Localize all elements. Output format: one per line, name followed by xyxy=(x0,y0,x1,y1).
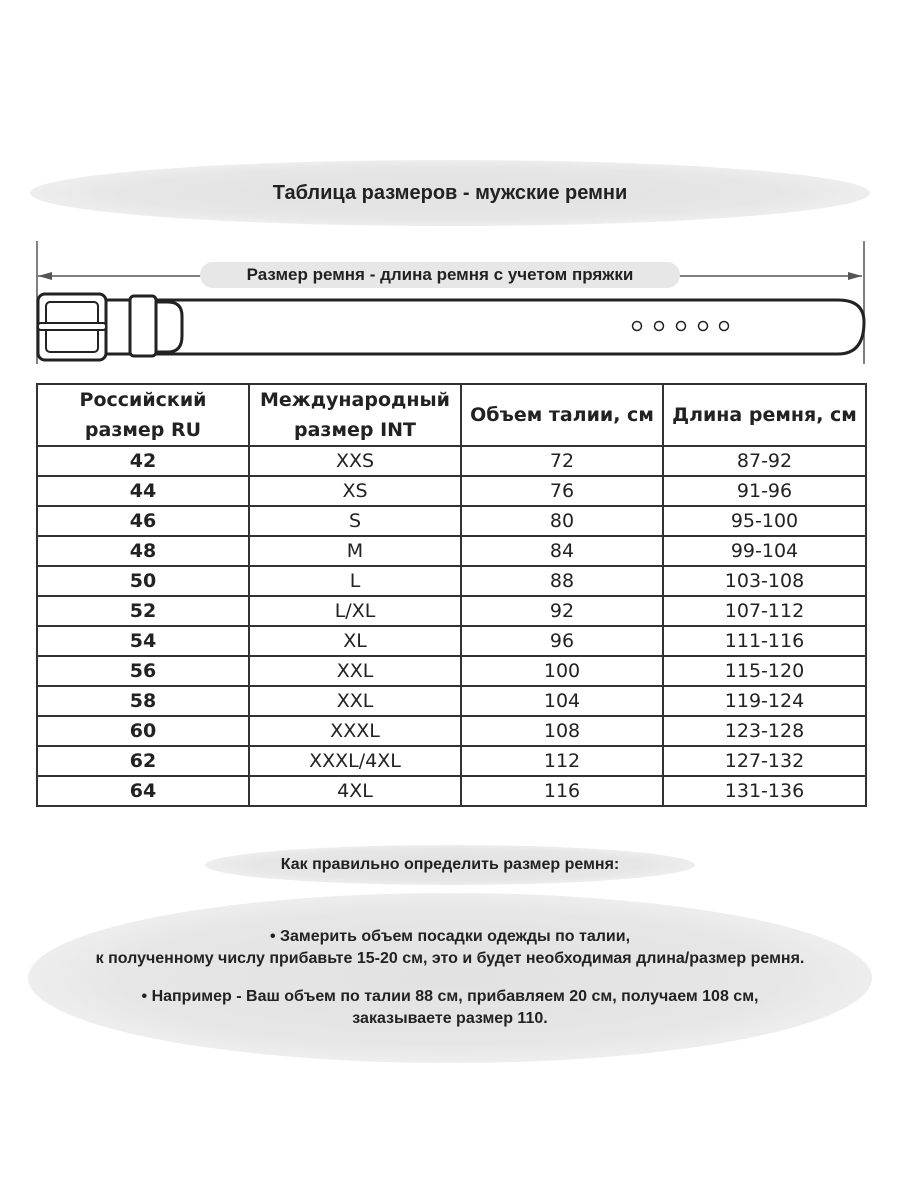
cell-ru-size: 62 xyxy=(37,746,249,776)
cell-ru-size: 44 xyxy=(37,476,249,506)
table-row xyxy=(37,746,866,776)
belt-hole-icon xyxy=(633,322,642,331)
cell-belt-length: 115-120 xyxy=(663,656,866,686)
cell-int-size: M xyxy=(249,536,461,566)
header-belt-length: Длина ремня, см xyxy=(663,384,866,446)
howto-heading: Как правильно определить размер ремня: xyxy=(280,856,620,873)
arrow-right-icon xyxy=(848,272,862,280)
cell-waist: 76 xyxy=(461,476,663,506)
belt-hole-icon xyxy=(699,322,708,331)
table-row xyxy=(37,656,866,686)
cell-waist: 84 xyxy=(461,536,663,566)
cell-belt-length: 119-124 xyxy=(663,686,866,716)
cell-ru-size: 60 xyxy=(37,716,249,746)
tip-measure-line1: • Замерить объем посадки одежды по талии, xyxy=(269,928,631,945)
table-row xyxy=(37,626,866,656)
belt-length-label xyxy=(200,262,680,288)
size-table xyxy=(36,383,867,807)
cell-int-size: S xyxy=(249,506,461,536)
cell-ru-size: 46 xyxy=(37,506,249,536)
table-row xyxy=(37,446,866,476)
tip-example-line1: • Например - Ваш объем по талии 88 см, прибавляем 20 см, получаем 108 см, xyxy=(141,988,759,1005)
cell-belt-length: 123-128 xyxy=(663,716,866,746)
table-row xyxy=(37,776,866,806)
cell-int-size: XXL xyxy=(249,686,461,716)
cell-belt-length: 87-92 xyxy=(663,446,866,476)
cell-ru-size: 48 xyxy=(37,536,249,566)
cell-belt-length: 107-112 xyxy=(663,596,866,626)
tip-measure xyxy=(96,926,805,970)
cell-waist: 100 xyxy=(461,656,663,686)
cell-belt-length: 131-136 xyxy=(663,776,866,806)
tip-measure-line2: к полученному числу прибавьте 15-20 см, это и будет необходимая длина/размер ремня. xyxy=(95,950,805,967)
cell-waist: 116 xyxy=(461,776,663,806)
header-waist: Объем талии, см xyxy=(461,384,663,446)
arrow-left-icon xyxy=(38,272,52,280)
table-header-row xyxy=(37,384,866,446)
header-ru-size: Российский размер RU xyxy=(37,384,249,446)
cell-waist: 108 xyxy=(461,716,663,746)
table-row xyxy=(37,476,866,506)
cell-ru-size: 50 xyxy=(37,566,249,596)
cell-int-size: XXXL/4XL xyxy=(249,746,461,776)
belt-strap xyxy=(100,300,864,354)
howto-banner xyxy=(205,845,695,885)
title-banner xyxy=(30,160,870,226)
table-row xyxy=(37,566,866,596)
table-row xyxy=(37,596,866,626)
header-int-size: Международный размер INT xyxy=(249,384,461,446)
cell-int-size: XXS xyxy=(249,446,461,476)
cell-waist: 72 xyxy=(461,446,663,476)
table-row xyxy=(37,716,866,746)
table-row xyxy=(37,536,866,566)
cell-int-size: L xyxy=(249,566,461,596)
cell-ru-size: 64 xyxy=(37,776,249,806)
cell-ru-size: 58 xyxy=(37,686,249,716)
page-title: Таблица размеров - мужские ремни xyxy=(272,181,628,204)
belt-hole-icon xyxy=(655,322,664,331)
cell-waist: 112 xyxy=(461,746,663,776)
cell-belt-length: 111-116 xyxy=(663,626,866,656)
cell-int-size: XXL xyxy=(249,656,461,686)
belt-hole-icon xyxy=(677,322,686,331)
belt-length-text: Размер ремня - длина ремня с учетом пряжки xyxy=(246,265,634,284)
cell-belt-length: 99-104 xyxy=(663,536,866,566)
cell-int-size: XS xyxy=(249,476,461,506)
cell-waist: 104 xyxy=(461,686,663,716)
cell-int-size: XXXL xyxy=(249,716,461,746)
cell-int-size: 4XL xyxy=(249,776,461,806)
cell-belt-length: 103-108 xyxy=(663,566,866,596)
belt-hole-icon xyxy=(720,322,729,331)
tip-example-line2: заказываете размер 110. xyxy=(352,1010,548,1027)
buckle-prong xyxy=(38,323,106,330)
belt-end-tab xyxy=(156,302,182,352)
cell-ru-size: 42 xyxy=(37,446,249,476)
cell-ru-size: 52 xyxy=(37,596,249,626)
tips-panel xyxy=(28,893,872,1063)
cell-belt-length: 127-132 xyxy=(663,746,866,776)
table-row xyxy=(37,686,866,716)
table-body xyxy=(37,446,866,806)
cell-int-size: L/XL xyxy=(249,596,461,626)
cell-belt-length: 91-96 xyxy=(663,476,866,506)
cell-belt-length: 95-100 xyxy=(663,506,866,536)
keeper-loop xyxy=(130,296,156,356)
table-row xyxy=(37,506,866,536)
belt-diagram xyxy=(0,236,900,366)
tip-example xyxy=(142,986,759,1030)
cell-waist: 88 xyxy=(461,566,663,596)
cell-waist: 92 xyxy=(461,596,663,626)
cell-ru-size: 56 xyxy=(37,656,249,686)
cell-waist: 96 xyxy=(461,626,663,656)
cell-ru-size: 54 xyxy=(37,626,249,656)
cell-waist: 80 xyxy=(461,506,663,536)
cell-int-size: XL xyxy=(249,626,461,656)
